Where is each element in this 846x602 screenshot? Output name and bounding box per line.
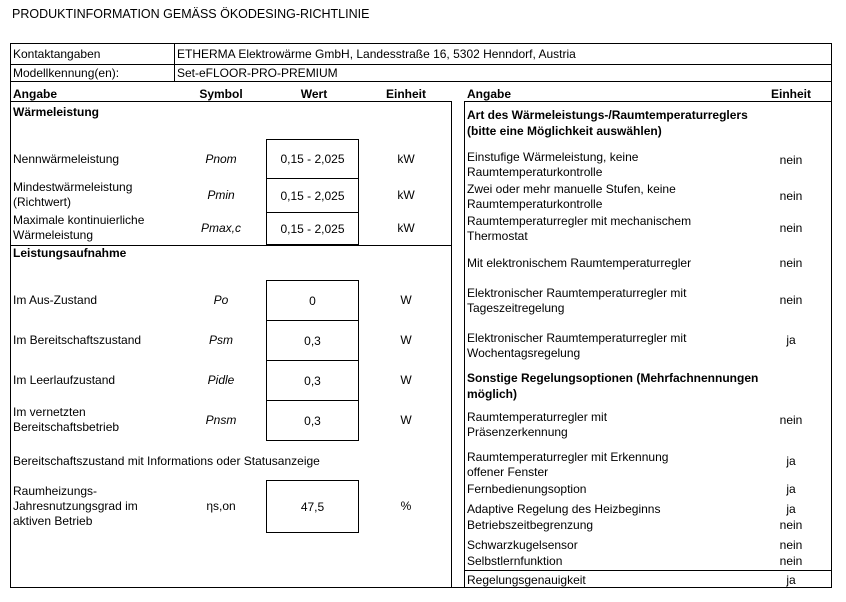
option-row-5-label: Betriebszeitbegrenzung [467, 518, 594, 532]
contact-label: Kontaktangaben [13, 47, 101, 61]
power-row-1-symbol: Po [213, 293, 229, 307]
power-row-4-value: 0,3 [304, 413, 321, 428]
controller-row-2-value: nein [779, 189, 803, 203]
power-row-3-label: Im Leerlaufzustand [13, 373, 116, 387]
power-row-4-unit: W [400, 413, 412, 427]
efficiency-unit: % [400, 499, 412, 513]
option-row-2-value: ja [786, 454, 796, 468]
power-row-1-unit: W [400, 293, 412, 307]
heat-row-2-symbol: Pmin [207, 188, 235, 202]
option-row-3-value: ja [786, 482, 796, 496]
controller-row-6-value: ja [786, 333, 796, 347]
controller-row-3-value: nein [779, 221, 803, 235]
power-row-3-value-box [266, 360, 359, 401]
power-row-2-label: Im Bereitschaftszustand [13, 333, 142, 347]
controller-row-1-value: nein [779, 153, 803, 167]
option-row-4-label: Adaptive Regelung des Heizbeginns [467, 502, 661, 516]
header-einheit-right: Einheit [770, 87, 811, 101]
header-einheit-left: Einheit [385, 87, 426, 101]
controller-heading: Art des Wärmeleistungs-/Raumtemperaturreglers (bitte eine Möglichkeit auswählen) [467, 108, 748, 138]
controller-row-5-value: nein [779, 293, 803, 307]
heat-row-1-symbol: Pnom [205, 152, 237, 166]
controller-row-2-label: Zwei oder mehr manuelle Stufen, keine Raumtemperaturkontrolle [467, 182, 676, 211]
power-row-4-label: Im vernetzten Bereitschaftsbetrieb [13, 405, 120, 434]
option-row-1-label: Raumtemperaturregler mit Präsenzerkennung [467, 410, 608, 439]
heat-row-3-symbol: Pmax,c [200, 221, 241, 235]
option-row-2-label: Raumtemperaturregler mit Erkennung offener Fenster [467, 450, 669, 479]
controller-row-3-label: Raumtemperaturregler mit mechanischem Thermostat [467, 214, 692, 243]
option-row-3-label: Fernbedienungsoption [467, 482, 587, 496]
heat-row-3-value: 0,15 - 2,025 [280, 221, 345, 236]
option-row-7-label: Selbstlernfunktion [467, 554, 563, 568]
power-row-4-value-box [266, 400, 359, 441]
power-row-2-value: 0,3 [304, 333, 321, 348]
option-row-8-value: ja [786, 573, 796, 587]
product-info-table [10, 43, 832, 588]
option-row-8-label: Regelungsgenauigkeit [467, 573, 586, 587]
controller-row-1-label: Einstufige Wärmeleistung, keine Raumtemperaturkontrolle [467, 150, 639, 179]
power-row-2-value-box [266, 320, 359, 361]
other-options-heading: Sonstige Regelungsoptionen (Mehrfachnennungen möglich) [467, 371, 759, 401]
power-row-3-value: 0,3 [304, 373, 321, 388]
efficiency-value-box [266, 480, 359, 533]
efficiency-symbol: ηs,on [206, 499, 236, 513]
heat-output-heading: Wärmeleistung [13, 105, 100, 119]
heat-row-3-unit: kW [397, 221, 415, 235]
heat-row-1-value: 0,15 - 2,025 [280, 152, 345, 166]
power-row-1-label: Im Aus-Zustand [13, 293, 98, 307]
option-row-5-value: nein [779, 518, 803, 532]
header-symbol: Symbol [199, 87, 243, 101]
heat-row-2-unit: kW [397, 188, 415, 202]
power-heading: Leistungsaufnahme [13, 246, 127, 260]
header-angabe-right: Angabe [467, 87, 512, 101]
power-row-3-unit: W [400, 373, 412, 387]
heat-row-2-value-box [266, 178, 359, 213]
heat-row-2-label: Mindestwärmeleistung (Richtwert) [13, 180, 133, 209]
efficiency-value: 47,5 [300, 499, 325, 514]
option-row-4-value: ja [786, 502, 796, 516]
controller-row-4-value: nein [779, 256, 803, 270]
model-label: Modellkennung(en): [13, 66, 120, 80]
option-row-6-label: Schwarzkugelsensor [467, 538, 578, 552]
heat-row-3-label: Maximale kontinuierliche Wärmeleistung [13, 213, 145, 242]
header-wert: Wert [300, 87, 328, 101]
contact-value: ETHERMA Elektrowärme GmbH, Landesstraße 16, 5302 Henndorf, Austria [177, 47, 576, 61]
efficiency-label: Raumheizungs- Jahresnutzungsgrad im aktiven Betrieb [13, 484, 138, 528]
model-value: Set-eFLOOR-PRO-PREMIUM [177, 66, 338, 80]
power-row-2-unit: W [400, 333, 412, 347]
power-row-4-symbol: Pnsm [205, 413, 237, 427]
header-angabe-left: Angabe [13, 87, 58, 101]
power-row-2-symbol: Psm [209, 333, 233, 347]
option-row-7-value: nein [779, 554, 803, 568]
power-row-1-value-box [266, 280, 359, 321]
heat-row-1-label: Nennwärmeleistung [13, 152, 120, 166]
controller-row-5-label: Elektronischer Raumtemperaturregler mit Tageszeitregelung [467, 286, 687, 315]
heat-row-1-unit: kW [397, 152, 415, 166]
power-row-1-value: 0 [309, 293, 316, 308]
page-title: PRODUKTINFORMATION GEMÄSS ÖKODESING-RICHTLINIE [12, 7, 370, 21]
heat-row-3-value-box [266, 212, 359, 245]
option-row-6-value: nein [779, 538, 803, 552]
standby-note: Bereitschaftszustand mit Informations oder Statusanzeige [13, 454, 320, 468]
heat-row-1-value-box [266, 139, 359, 179]
option-row-1-value: nein [779, 413, 803, 427]
controller-row-4-label: Mit elektronischem Raumtemperaturregler [467, 256, 692, 270]
heat-row-2-value: 0,15 - 2,025 [280, 188, 345, 203]
power-row-3-symbol: Pidle [207, 373, 235, 387]
controller-row-6-label: Elektronischer Raumtemperaturregler mit Wochentagsregelung [467, 331, 687, 360]
